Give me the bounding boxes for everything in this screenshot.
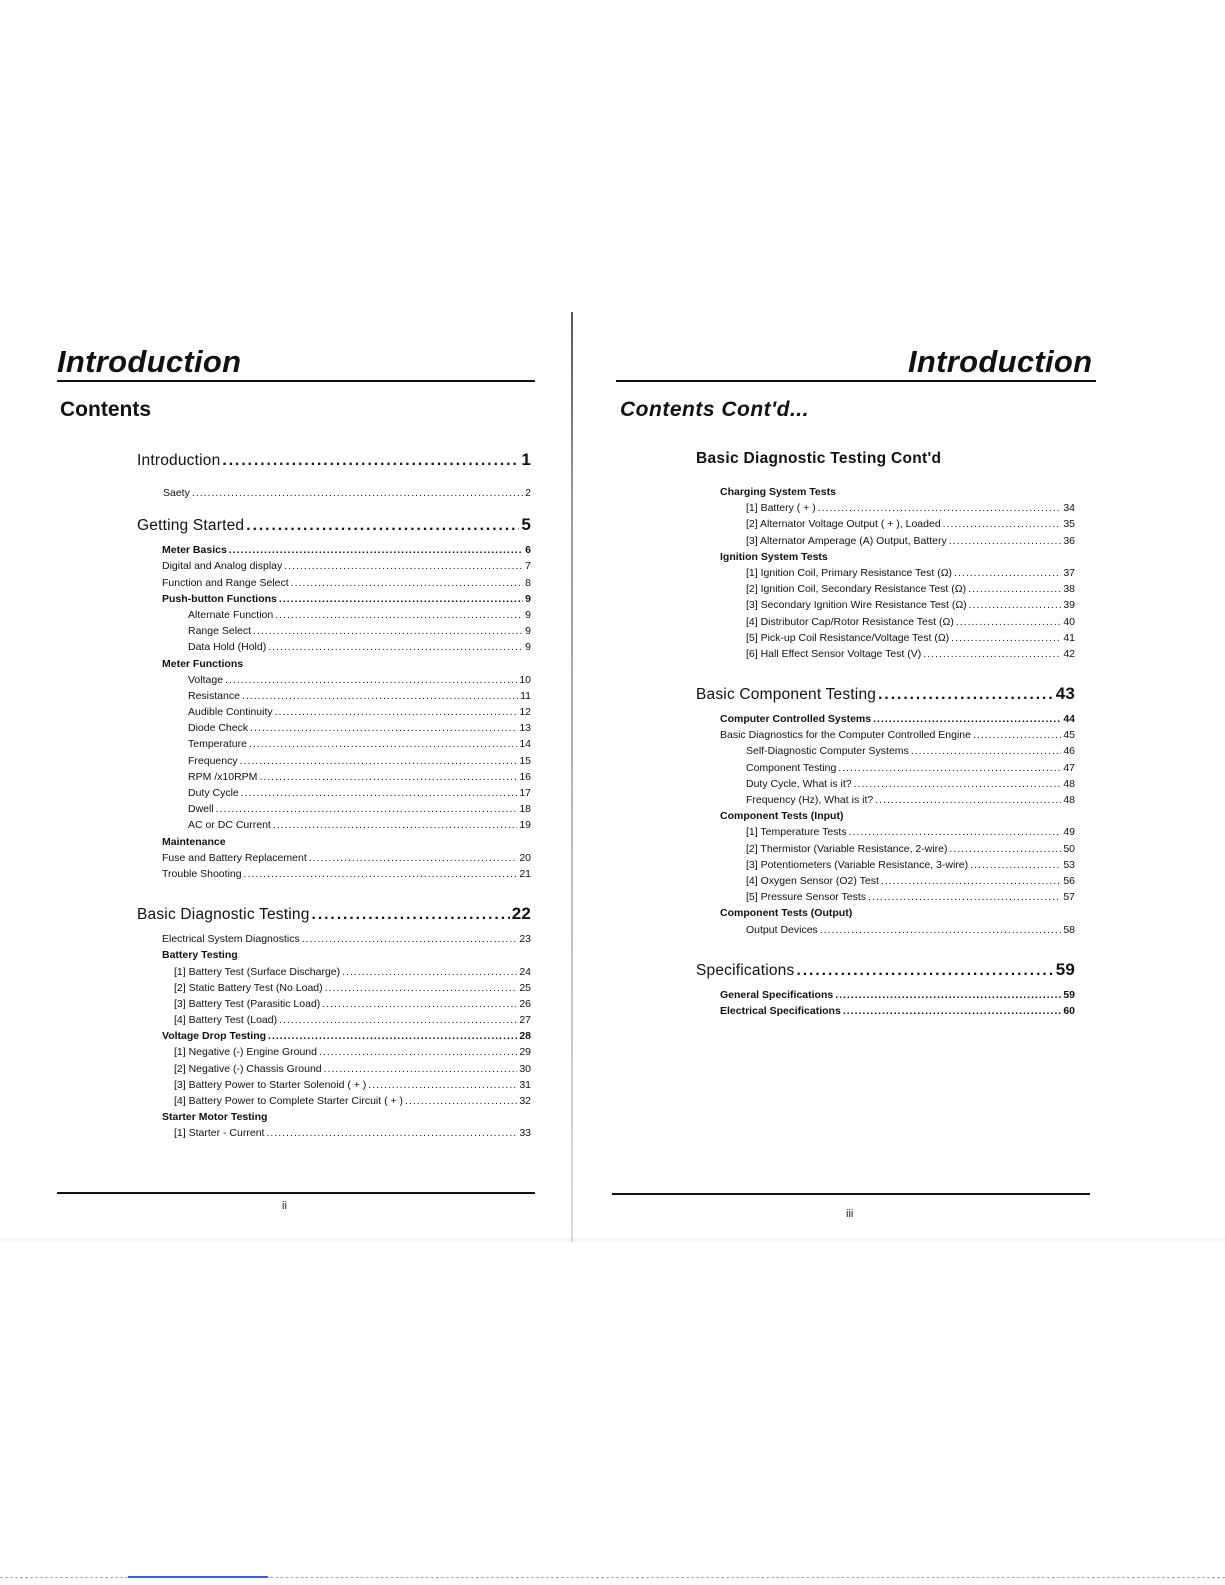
toc-entry-label: Frequency (Hz), What is it? xyxy=(746,794,874,806)
toc-page-number: 15 xyxy=(519,754,531,767)
toc-page-number: 42 xyxy=(1063,647,1075,660)
toc-leader-dots xyxy=(951,632,1061,644)
toc-page-number: 9 xyxy=(525,592,531,605)
toc-page-number: 9 xyxy=(525,608,531,621)
toc-leader-dots xyxy=(291,577,523,589)
toc-entry-label: Meter Functions xyxy=(162,657,244,670)
toc-leader-dots xyxy=(279,1014,517,1026)
toc-entry-label: [4] Battery Power to Complete Starter Circuit ( + ) xyxy=(174,1095,404,1107)
toc-leader-dots xyxy=(284,560,523,572)
toc-entry xyxy=(137,998,531,1014)
toc-entry-label: Diode Check xyxy=(188,722,249,735)
toc-leader-dots xyxy=(835,989,1061,1001)
toc-entry xyxy=(137,1079,531,1095)
toc-page-number: 49 xyxy=(1063,826,1075,839)
toc-page-number: 17 xyxy=(519,787,531,799)
toc-leader-dots xyxy=(244,868,518,880)
toc-page-number: 2 xyxy=(525,487,531,499)
toc-entry-label: Alternate Function xyxy=(188,608,274,621)
toc-entry xyxy=(696,535,1075,551)
toc-leader-dots xyxy=(923,648,1061,660)
toc-page-number: 41 xyxy=(1063,631,1075,644)
toc-leader-dots xyxy=(302,933,518,945)
toc-entry-label: Component Testing xyxy=(746,761,837,774)
toc-leader-dots xyxy=(309,852,518,864)
toc-entry-label: Dwell xyxy=(188,803,214,816)
toc-section-entry xyxy=(137,515,531,544)
toc-entry xyxy=(137,544,531,560)
left-header-title: Introduction xyxy=(57,344,242,379)
toc-entry xyxy=(137,690,531,706)
toc-entry xyxy=(696,778,1075,794)
toc-leader-dots xyxy=(250,722,517,734)
toc-leader-dots xyxy=(275,609,523,621)
toc-entry-label: Saety xyxy=(163,487,190,499)
toc-entry xyxy=(696,891,1075,907)
toc-page-number: 5 xyxy=(521,515,531,535)
toc-leader-dots xyxy=(843,1005,1062,1017)
toc-leader-dots xyxy=(268,1030,517,1042)
toc-leader-dots xyxy=(324,1063,518,1075)
toc-entry xyxy=(137,803,531,819)
right-header-title: Introduction xyxy=(908,344,1093,379)
toc-entry-label: [4] Distributor Cap/Rotor Resistance Test (Ω) xyxy=(746,615,954,628)
left-page xyxy=(0,0,570,1585)
toc-entry xyxy=(137,787,531,803)
toc-entry-label: Output Devices xyxy=(746,923,818,936)
toc-entry-label: Computer Controlled Systems xyxy=(720,713,872,726)
scan-shadow xyxy=(0,1238,1225,1244)
toc-entry xyxy=(137,674,531,690)
toc-leader-dots xyxy=(954,567,1061,579)
toc-page-number: 32 xyxy=(519,1095,531,1107)
toc-entry-label: [1] Negative (-) Engine Ground xyxy=(174,1046,317,1059)
toc-entry xyxy=(137,771,531,787)
toc-entry-label: Component Tests (Output) xyxy=(720,907,853,920)
toc-leader-dots xyxy=(216,803,518,815)
toc-page-number: 57 xyxy=(1063,891,1075,904)
toc-page-number: 59 xyxy=(1063,988,1075,1001)
toc-subheading xyxy=(137,1111,531,1127)
toc-entry xyxy=(696,989,1075,1005)
left-footer-rule xyxy=(57,1192,535,1194)
toc-leader-dots xyxy=(838,762,1061,774)
toc-spacer xyxy=(696,940,1075,956)
toc-leader-dots xyxy=(192,487,523,499)
toc-entry xyxy=(137,868,531,884)
toc-entry-label: [1] Starter - Current xyxy=(174,1127,265,1140)
toc-page-number: 7 xyxy=(525,560,531,573)
toc-section-entry xyxy=(696,684,1075,713)
toc-entry xyxy=(137,755,531,771)
toc-page-number: 60 xyxy=(1063,1004,1075,1017)
toc-entry xyxy=(696,518,1075,534)
toc-page-number: 28 xyxy=(519,1030,531,1043)
toc-entry-label: [1] Temperature Tests xyxy=(746,826,847,839)
left-page-number: ii xyxy=(282,1200,287,1212)
toc-leader-dots xyxy=(820,924,1062,936)
toc-entry-label: [2] Thermistor (Variable Resistance, 2-wire) xyxy=(746,842,948,855)
toc-page-number: 20 xyxy=(519,851,531,864)
toc-entry-label: Duty Cycle, What is it? xyxy=(746,777,852,790)
toc-entry xyxy=(696,794,1075,810)
toc-leader-dots xyxy=(969,599,1062,611)
toc-leader-dots xyxy=(242,690,518,702)
toc-leader-dots xyxy=(878,686,1054,704)
toc-entry xyxy=(696,762,1075,778)
right-header-rule xyxy=(616,380,1096,382)
toc-leader-dots xyxy=(973,729,1061,741)
toc-subheading xyxy=(137,949,531,965)
toc-spacer xyxy=(137,503,531,511)
toc-page-number: 16 xyxy=(519,770,531,783)
toc-leader-dots xyxy=(240,755,518,767)
toc-entry xyxy=(696,843,1075,859)
left-toc xyxy=(137,446,531,1144)
toc-leader-dots xyxy=(241,787,518,799)
toc-subheading xyxy=(696,810,1075,826)
toc-entry-label: Range Select xyxy=(188,625,252,638)
toc-entry-label: Starter Motor Testing xyxy=(162,1111,268,1124)
toc-entry-label: Getting Started xyxy=(137,517,245,535)
toc-leader-dots xyxy=(854,778,1062,790)
toc-leader-dots xyxy=(405,1095,517,1107)
toc-entry xyxy=(696,583,1075,599)
toc-subheading xyxy=(696,551,1075,567)
toc-entry-label: Fuse and Battery Replacement xyxy=(162,851,307,864)
toc-leader-dots xyxy=(943,518,1062,530)
toc-entry xyxy=(137,966,531,982)
toc-entry xyxy=(137,1014,531,1030)
toc-entry-label: [5] Pressure Sensor Tests xyxy=(746,891,867,904)
toc-page-number: 31 xyxy=(519,1078,531,1091)
toc-leader-dots xyxy=(881,875,1061,887)
toc-entry-label: Ignition System Tests xyxy=(720,550,828,563)
toc-leader-dots xyxy=(868,891,1061,903)
toc-spacer xyxy=(696,664,1075,680)
toc-leader-dots xyxy=(956,616,1062,628)
toc-leader-dots xyxy=(970,859,1061,871)
toc-section-entry xyxy=(137,904,531,933)
toc-page-number: 50 xyxy=(1063,842,1075,855)
toc-leader-dots xyxy=(368,1079,517,1091)
toc-leader-dots xyxy=(225,674,517,686)
toc-page-number: 45 xyxy=(1063,729,1075,742)
toc-entry xyxy=(137,560,531,576)
toc-leader-dots xyxy=(312,906,510,924)
toc-entry xyxy=(137,609,531,625)
toc-page-number: 30 xyxy=(519,1062,531,1075)
toc-entry xyxy=(137,738,531,754)
toc-entry-label: [3] Secondary Ignition Wire Resistance Test (Ω) xyxy=(746,599,967,612)
toc-entry xyxy=(137,819,531,835)
toc-entry-label: Trouble Shooting xyxy=(162,867,242,880)
toc-page-number: 38 xyxy=(1063,583,1075,596)
toc-leader-dots xyxy=(222,452,519,470)
toc-entry xyxy=(696,632,1075,648)
toc-leader-dots xyxy=(229,544,523,556)
toc-entry xyxy=(696,875,1075,891)
toc-leader-dots xyxy=(325,982,518,994)
toc-page-number: 56 xyxy=(1063,874,1075,887)
toc-entry-label: [1] Battery Test (Surface Discharge) xyxy=(174,965,341,978)
toc-entry-label: Voltage xyxy=(188,673,224,686)
toc-entry-label: Maintenance xyxy=(162,835,226,848)
toc-leader-dots xyxy=(322,998,517,1010)
toc-entry-label: [3] Alternator Amperage (A) Output, Battery xyxy=(746,534,947,547)
toc-entry xyxy=(696,859,1075,875)
toc-leader-dots xyxy=(849,826,1062,838)
toc-entry-label: [2] Ignition Coil, Secondary Resistance Test (Ω) xyxy=(746,583,967,596)
toc-leader-dots xyxy=(911,745,1062,757)
toc-entry-label: [2] Negative (-) Chassis Ground xyxy=(174,1062,322,1075)
toc-page-number: 10 xyxy=(519,673,531,686)
toc-leader-dots xyxy=(249,738,517,750)
toc-leader-dots xyxy=(279,593,523,605)
toc-leader-dots xyxy=(949,535,1062,547)
toc-section-entry xyxy=(696,960,1075,989)
toc-entry-label: [3] Battery Test (Parasitic Load) xyxy=(174,997,321,1010)
toc-entry-label: Audible Continuity xyxy=(188,706,273,719)
toc-entry xyxy=(696,826,1075,842)
toc-page-number: 34 xyxy=(1063,502,1075,515)
right-toc xyxy=(696,486,1075,1021)
toc-entry-label: Introduction xyxy=(137,452,221,469)
toc-entry-label: Electrical System Diagnostics xyxy=(162,933,300,946)
toc-entry-label: Resistance xyxy=(188,689,240,702)
toc-entry xyxy=(137,1030,531,1046)
toc-page-number: 40 xyxy=(1063,615,1075,628)
toc-entry xyxy=(696,567,1075,583)
toc-leader-dots xyxy=(875,794,1061,806)
toc-page-number: 27 xyxy=(519,1014,531,1027)
toc-page-number: 43 xyxy=(1055,684,1075,704)
toc-page-number: 59 xyxy=(1055,959,1075,979)
toc-entry xyxy=(137,625,531,641)
toc-leader-dots xyxy=(796,962,1053,980)
toc-entry-label: [2] Alternator Voltage Output ( + ), Loaded xyxy=(746,518,941,531)
toc-page-number: 44 xyxy=(1063,713,1075,726)
toc-page-number: 9 xyxy=(525,641,531,654)
left-header-rule xyxy=(57,380,535,382)
toc-entry-label: Function and Range Select xyxy=(162,576,289,589)
toc-entry-label: [1] Ignition Coil, Primary Resistance Test (Ω) xyxy=(746,566,953,579)
toc-entry xyxy=(696,648,1075,664)
toc-page-number: 1 xyxy=(521,450,531,469)
toc-spacer xyxy=(137,479,531,487)
toc-leader-dots xyxy=(253,625,523,637)
toc-entry-label: Battery Testing xyxy=(162,949,238,962)
toc-entry xyxy=(696,729,1075,745)
toc-page-number: 23 xyxy=(519,933,531,946)
toc-page-number: 39 xyxy=(1063,599,1075,612)
toc-entry-label: General Specifications xyxy=(720,988,834,1001)
toc-entry-label: Self-Diagnostic Computer Systems xyxy=(746,745,909,758)
toc-leader-dots xyxy=(950,843,1062,855)
toc-entry xyxy=(137,1063,531,1079)
toc-entry xyxy=(137,852,531,868)
toc-entry xyxy=(696,616,1075,632)
toc-entry-label: Duty Cycle xyxy=(188,787,239,799)
book-spine xyxy=(568,312,576,1242)
toc-entry-label: Push-button Functions xyxy=(162,592,277,605)
toc-entry xyxy=(137,933,531,949)
toc-entry-label: [4] Oxygen Sensor (O2) Test xyxy=(746,874,879,887)
toc-leader-dots xyxy=(275,706,518,718)
toc-page-number: 21 xyxy=(519,867,531,880)
toc-leader-dots xyxy=(268,641,523,653)
toc-page-number: 25 xyxy=(519,981,531,994)
toc-entry-label: Basic Component Testing xyxy=(696,686,877,704)
toc-page-number: 12 xyxy=(519,706,531,719)
toc-entry-label: Meter Basics xyxy=(162,544,227,557)
toc-leader-dots xyxy=(266,1127,517,1139)
toc-entry-label: Digital and Analog display xyxy=(162,560,283,573)
toc-page-number: 18 xyxy=(519,803,531,816)
toc-entry-label: Charging System Tests xyxy=(720,486,836,498)
toc-page-number: 47 xyxy=(1063,761,1075,774)
toc-entry xyxy=(137,487,531,503)
toc-leader-dots xyxy=(818,502,1062,514)
scan-selection-mark xyxy=(128,1576,268,1578)
toc-page-number: 48 xyxy=(1063,777,1075,790)
toc-page-number: 6 xyxy=(525,544,531,557)
toc-page-number: 26 xyxy=(519,997,531,1010)
right-section-heading: Contents Cont'd... xyxy=(620,398,809,421)
toc-entry-label: Electrical Specifications xyxy=(720,1004,841,1017)
toc-leader-dots xyxy=(873,713,1061,725)
toc-entry-label: Specifications xyxy=(696,961,795,979)
toc-page-number: 11 xyxy=(520,689,531,702)
toc-entry xyxy=(137,1046,531,1062)
toc-leader-dots xyxy=(968,583,1061,595)
toc-entry xyxy=(696,924,1075,940)
left-section-heading: Contents xyxy=(60,398,151,421)
toc-entry xyxy=(696,502,1075,518)
toc-entry xyxy=(137,641,531,657)
toc-leader-dots xyxy=(246,517,519,535)
toc-entry xyxy=(137,722,531,738)
toc-entry-label: Voltage Drop Testing xyxy=(162,1030,267,1043)
toc-entry-label: Temperature xyxy=(188,738,247,751)
toc-entry xyxy=(137,1127,531,1143)
toc-entry xyxy=(696,599,1075,615)
toc-page-number: 37 xyxy=(1063,566,1075,579)
toc-page-number: 9 xyxy=(525,625,531,638)
toc-page-number: 53 xyxy=(1063,858,1075,871)
toc-subheading xyxy=(137,658,531,674)
toc-entry-label: [4] Battery Test (Load) xyxy=(174,1014,278,1027)
toc-entry-label: [6] Hall Effect Sensor Voltage Test (V) xyxy=(746,647,922,660)
toc-entry xyxy=(137,706,531,722)
toc-entry-label: Basic Diagnostic Testing xyxy=(137,906,310,924)
toc-page-number: 13 xyxy=(519,722,531,735)
toc-page-number: 24 xyxy=(519,965,531,978)
toc-entry-label: [3] Battery Power to Starter Solenoid ( + ) xyxy=(174,1078,367,1091)
toc-page-number: 36 xyxy=(1063,534,1075,547)
toc-spacer xyxy=(137,884,531,900)
toc-entry-label: Component Tests (Input) xyxy=(720,810,844,823)
toc-entry xyxy=(137,577,531,593)
toc-leader-dots xyxy=(342,966,517,978)
right-footer-rule xyxy=(612,1193,1090,1195)
toc-entry xyxy=(137,593,531,609)
toc-entry-label: RPM /x10RPM xyxy=(188,770,258,783)
toc-entry xyxy=(696,713,1075,729)
toc-page-number: 46 xyxy=(1063,745,1075,758)
toc-subheading xyxy=(137,836,531,852)
toc-entry-label: [3] Potentiometers (Variable Resistance, 3-wire) xyxy=(746,858,969,871)
toc-page-number: 48 xyxy=(1063,794,1075,806)
toc-leader-dots xyxy=(273,819,517,831)
toc-entry-label: Data Hold (Hold) xyxy=(188,641,267,654)
toc-entry-label: Frequency xyxy=(188,754,238,767)
toc-page-number: 58 xyxy=(1063,923,1075,936)
toc-page-number: 14 xyxy=(519,738,531,751)
toc-page-number: 29 xyxy=(519,1046,531,1059)
toc-entry xyxy=(696,1005,1075,1021)
toc-page-number: 8 xyxy=(525,576,531,589)
toc-page-number: 35 xyxy=(1063,518,1075,531)
toc-subheading xyxy=(696,486,1075,502)
toc-section-entry xyxy=(137,450,531,479)
toc-subheading xyxy=(696,907,1075,923)
toc-page-number: 22 xyxy=(511,904,531,924)
toc-entry xyxy=(137,982,531,998)
right-page-number: iii xyxy=(846,1208,854,1220)
toc-entry-label: AC or DC Current xyxy=(188,819,271,832)
toc-leader-dots xyxy=(319,1046,517,1058)
toc-entry-label: [1] Battery ( + ) xyxy=(746,502,816,515)
toc-page-number: 19 xyxy=(519,819,531,832)
toc-leader-dots xyxy=(259,771,517,783)
toc-page-number: 33 xyxy=(519,1127,531,1140)
right-page xyxy=(582,0,1225,1585)
toc-entry-label: [5] Pick-up Coil Resistance/Voltage Test (Ω) xyxy=(746,631,950,644)
toc-entry-label: [2] Static Battery Test (No Load) xyxy=(174,981,323,994)
toc-entry-label: Basic Diagnostics for the Computer Controlled Engine xyxy=(720,729,971,742)
continued-heading: Basic Diagnostic Testing Cont'd xyxy=(696,450,942,467)
toc-entry xyxy=(137,1095,531,1111)
toc-entry xyxy=(696,745,1075,761)
